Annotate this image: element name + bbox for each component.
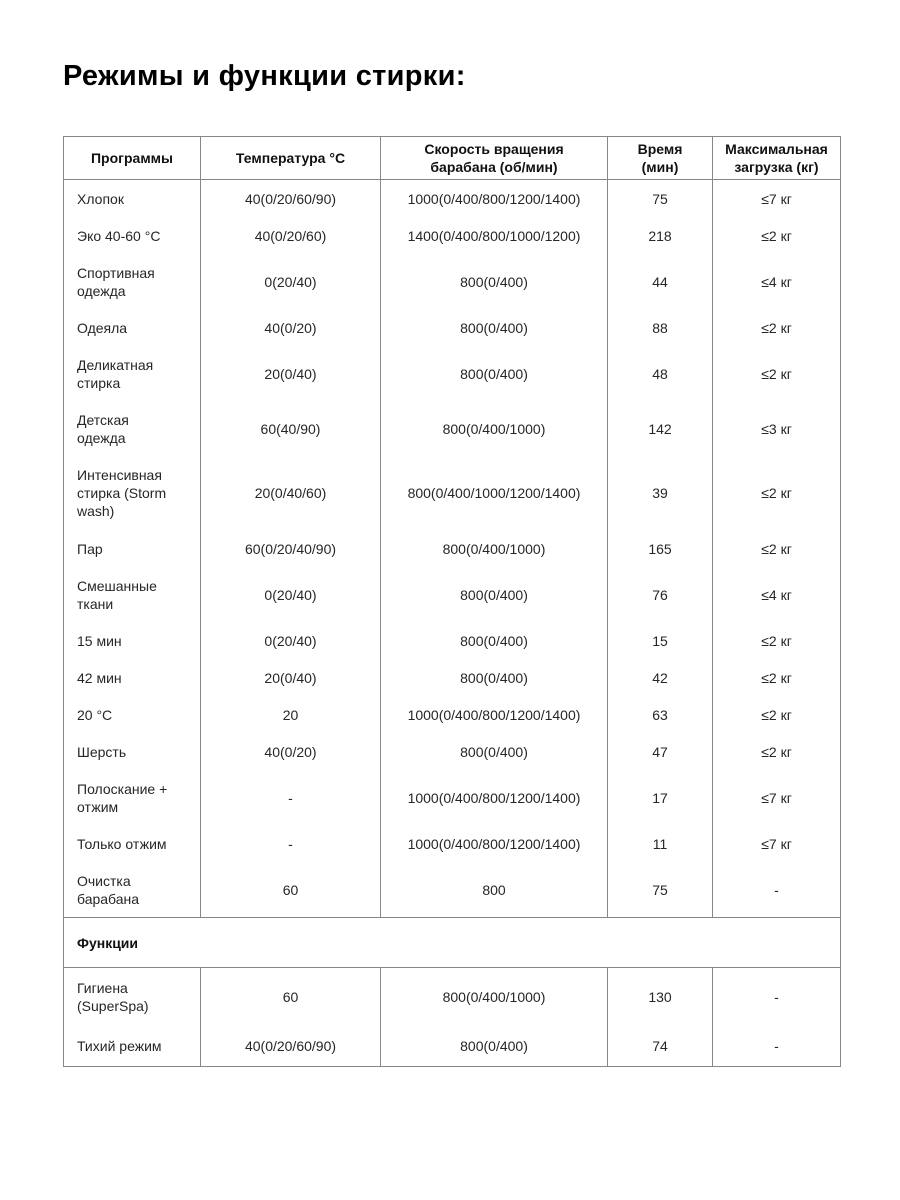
program-cell: Полоскание + отжим [77,780,168,815]
temperature-cell: 60(40/90) [200,401,380,456]
temperature-cell: 40(0/20/60/90) [200,180,380,217]
program-cell: Детская одежда [77,411,129,446]
table-row [64,862,840,917]
time-cell: 130 [607,968,712,1025]
program-cell: Хлопок [77,190,124,207]
time-cell: 47 [607,733,712,770]
program-cell: Гигиена (SuperSpa) [77,979,149,1014]
time-cell: 74 [607,1025,712,1066]
temperature-cell: - [200,770,380,825]
load-cell: ≤2 кг [712,530,840,567]
temperature-cell: 0(20/40) [200,567,380,622]
program-cell: Очистка барабана [77,872,140,907]
time-cell: 39 [607,456,712,530]
speed-cell: 1000(0/400/800/1200/1400) [380,696,607,733]
speed-cell: 800(0/400) [380,622,607,659]
speed-cell: 800(0/400) [380,659,607,696]
table-row [64,733,840,770]
page-title: Режимы и функции стирки: [63,60,466,92]
load-cell: ≤2 кг [712,696,840,733]
table-row [64,530,840,567]
load-cell: ≤2 кг [712,346,840,401]
table-row [64,659,840,696]
speed-cell: 800(0/400) [380,346,607,401]
column-header-label: Время (мин) [637,141,683,175]
load-cell: ≤4 кг [712,254,840,309]
functions-section-header [64,917,840,968]
column-header-programs [64,137,200,179]
time-cell: 42 [607,659,712,696]
program-cell: Смешанные ткани [77,577,157,612]
speed-cell: 800(0/400/1000) [380,968,607,1025]
program-cell: Интенсивная стирка (Storm wash) [77,467,167,519]
program-cell: 20 °C [77,706,113,723]
time-cell: 142 [607,401,712,456]
table-row [64,456,840,530]
program-cell: Деликатная стирка [77,356,154,391]
table-row [64,622,840,659]
time-cell: 11 [607,825,712,862]
table-row [64,346,840,401]
table-row [64,696,840,733]
temperature-cell: 60 [200,862,380,917]
temperature-cell: - [200,825,380,862]
program-cell: 15 мин [77,632,122,649]
speed-cell: 800(0/400) [380,309,607,346]
functions-section-label: Функции [77,934,139,951]
load-cell: ≤3 кг [712,401,840,456]
load-cell: ≤7 кг [712,180,840,217]
load-cell: - [712,1025,840,1066]
temperature-cell: 0(20/40) [200,254,380,309]
temperature-cell: 20 [200,696,380,733]
column-header-label: Программы [90,150,173,166]
time-cell: 63 [607,696,712,733]
time-cell: 76 [607,567,712,622]
program-cell: Только отжим [77,835,167,852]
load-cell: ≤2 кг [712,733,840,770]
speed-cell: 1000(0/400/800/1200/1400) [380,180,607,217]
program-cell: Эко 40-60 °C [77,227,161,244]
programs-section [64,180,840,917]
program-cell: 42 мин [77,669,122,686]
load-cell: ≤2 кг [712,217,840,254]
speed-cell: 800(0/400) [380,733,607,770]
table-row [64,968,840,1025]
load-cell: ≤4 кг [712,567,840,622]
column-header-label: Температура °C [235,150,346,166]
column-header-label: Максимальная загрузка (кг) [725,141,828,175]
program-cell: Тихий режим [77,1037,162,1054]
column-header-label: Скорость вращения барабана (об/мин) [424,141,564,175]
table-row [64,1025,840,1066]
table-row [64,180,840,217]
speed-cell: 800 [380,862,607,917]
temperature-cell: 20(0/40) [200,346,380,401]
load-cell: ≤7 кг [712,825,840,862]
speed-cell: 1000(0/400/800/1200/1400) [380,770,607,825]
column-header-speed [380,137,607,179]
wash-programs-table [63,136,841,1067]
time-cell: 17 [607,770,712,825]
program-cell: Шерсть [77,743,127,760]
table-row [64,825,840,862]
load-cell: - [712,968,840,1025]
functions-section [64,968,840,1066]
program-cell: Одеяла [77,319,128,336]
time-cell: 165 [607,530,712,567]
speed-cell: 800(0/400) [380,1025,607,1066]
speed-cell: 800(0/400) [380,567,607,622]
speed-cell: 800(0/400/1000/1200/1400) [380,456,607,530]
load-cell: - [712,862,840,917]
temperature-cell: 60(0/20/40/90) [200,530,380,567]
table-header-row [64,137,840,180]
temperature-cell: 20(0/40/60) [200,456,380,530]
program-cell: Пар [77,540,103,557]
temperature-cell: 0(20/40) [200,622,380,659]
load-cell: ≤7 кг [712,770,840,825]
table-row [64,254,840,309]
time-cell: 218 [607,217,712,254]
speed-cell: 1400(0/400/800/1000/1200) [380,217,607,254]
time-cell: 44 [607,254,712,309]
speed-cell: 1000(0/400/800/1200/1400) [380,825,607,862]
temperature-cell: 40(0/20) [200,733,380,770]
time-cell: 75 [607,180,712,217]
table-row [64,770,840,825]
load-cell: ≤2 кг [712,622,840,659]
column-header-temperature [200,137,380,179]
time-cell: 75 [607,862,712,917]
temperature-cell: 40(0/20/60) [200,217,380,254]
table-row [64,401,840,456]
program-cell: Спортивная одежда [77,264,155,299]
temperature-cell: 40(0/20) [200,309,380,346]
speed-cell: 800(0/400/1000) [380,530,607,567]
load-cell: ≤2 кг [712,456,840,530]
column-header-load [712,137,840,179]
speed-cell: 800(0/400) [380,254,607,309]
load-cell: ≤2 кг [712,309,840,346]
time-cell: 88 [607,309,712,346]
load-cell: ≤2 кг [712,659,840,696]
temperature-cell: 60 [200,968,380,1025]
column-header-time [607,137,712,179]
table-row [64,309,840,346]
time-cell: 48 [607,346,712,401]
speed-cell: 800(0/400/1000) [380,401,607,456]
table-row [64,217,840,254]
temperature-cell: 20(0/40) [200,659,380,696]
temperature-cell: 40(0/20/60/90) [200,1025,380,1066]
time-cell: 15 [607,622,712,659]
table-row [64,567,840,622]
